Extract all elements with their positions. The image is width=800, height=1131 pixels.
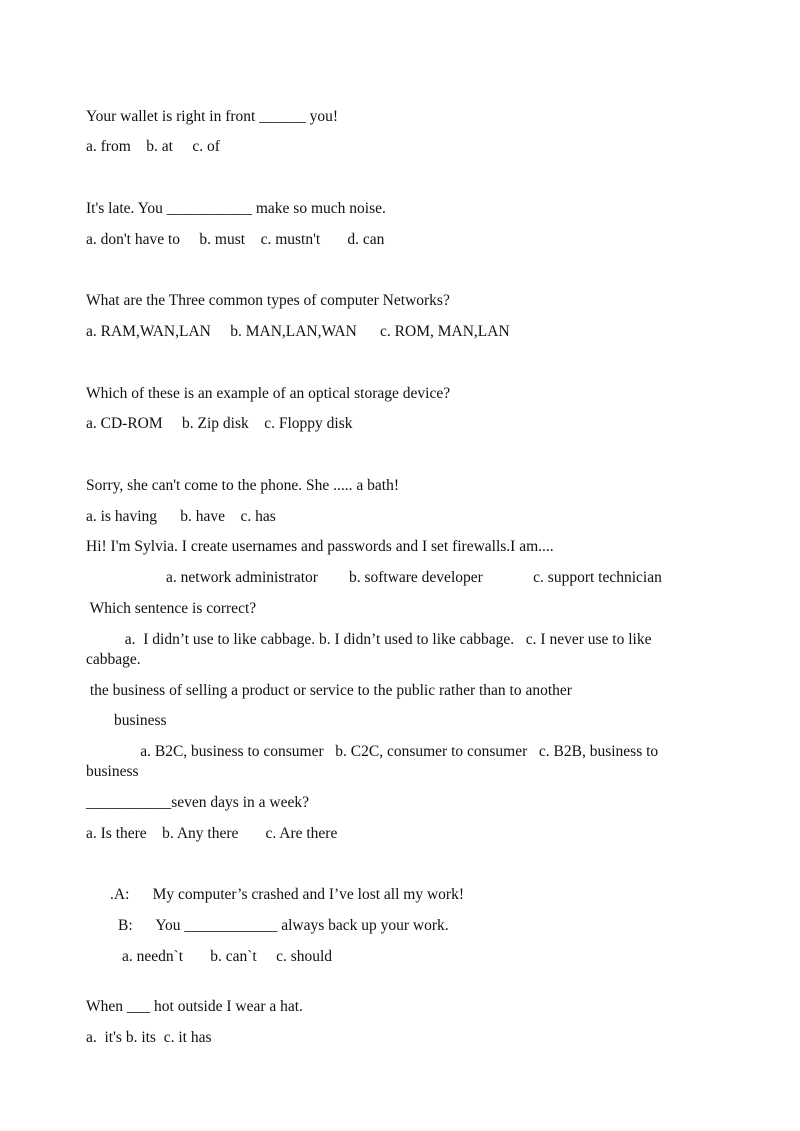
options-7: a. I didn’t use to like cabbage. b. I didn’t used to like cabbage. c. I never use to like cabbage. xyxy=(86,631,656,668)
question-1: Your wallet is right in front ______ you! xyxy=(86,108,339,125)
question-6: Hi! I'm Sylvia. I create usernames and passwords and I set firewalls.I am.... xyxy=(86,538,554,555)
question-10: .A: My computer’s crashed and I’ve lost all my work! xyxy=(110,886,464,903)
question-9: ___________seven days in a week? xyxy=(86,794,309,811)
question-11: When ___ hot outside I wear a hat. xyxy=(86,998,303,1015)
options-11: a. it's b. its c. it has xyxy=(86,1029,212,1046)
options-10: a. needn`t b. can`t c. should xyxy=(122,948,333,965)
question-7: Which sentence is correct? xyxy=(86,600,257,617)
options-3: a. RAM,WAN,LAN b. MAN,LAN,WAN c. ROM, MAN,LAN xyxy=(86,323,510,340)
question-2: It's late. You ___________ make so much noise. xyxy=(86,200,386,217)
options-2: a. don't have to b. must c. mustn't d. can xyxy=(86,231,385,248)
options-1: a. from b. at c. of xyxy=(86,138,220,155)
question-8-continued: business xyxy=(114,712,167,729)
options-6: a. network administrator b. software developer c. support technician xyxy=(166,569,662,586)
options-4: a. CD-ROM b. Zip disk c. Floppy disk xyxy=(86,415,353,432)
question-4: Which of these is an example of an optical storage device? xyxy=(86,385,451,402)
question-8: the business of selling a product or service to the public rather than to another xyxy=(86,682,572,699)
question-5: Sorry, she can't come to the phone. She ..... a bath! xyxy=(86,477,399,494)
options-9: a. Is there b. Any there c. Are there xyxy=(86,825,338,842)
question-3: What are the Three common types of computer Networks? xyxy=(86,292,450,309)
options-8: a. B2C, business to consumer b. C2C, consumer to consumer c. B2B, business to business xyxy=(86,743,663,780)
options-5: a. is having b. have c. has xyxy=(86,508,276,525)
question-10-continued: B: You ____________ always back up your work. xyxy=(118,917,449,934)
